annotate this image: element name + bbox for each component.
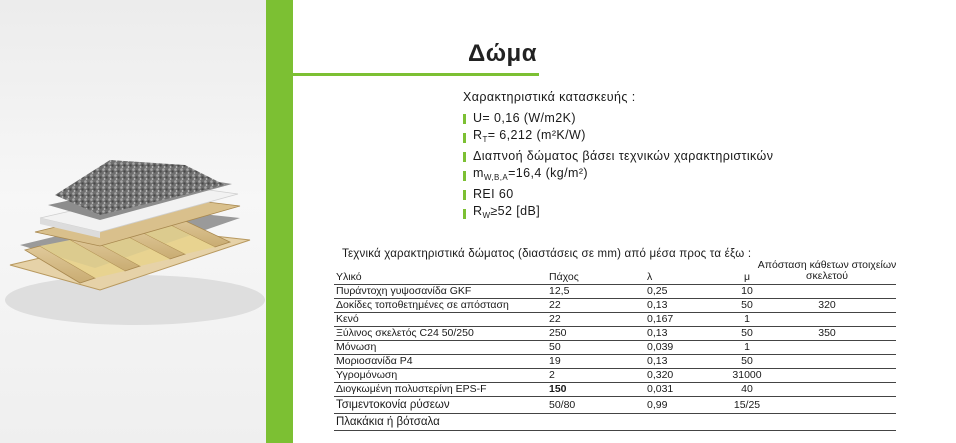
spec-symbol: m — [473, 166, 484, 180]
cell-thickness: 2 — [547, 369, 645, 383]
cell-thickness: 12,5 — [547, 285, 645, 299]
cell-material: Υγρομόνωση — [334, 369, 547, 383]
spec-text: U= 0,16 (W/m2K) — [473, 111, 576, 125]
spec-text — [473, 126, 586, 149]
roof-layers-illustration — [0, 0, 266, 443]
cell-mu: 10 — [728, 285, 796, 299]
cell-thickness — [547, 414, 645, 431]
cell-mu: 50 — [728, 327, 796, 341]
bullet-icon — [463, 133, 466, 143]
roof-construction-image — [0, 0, 266, 443]
cell-distance — [796, 341, 896, 355]
cell-mu: 1 — [728, 341, 796, 355]
bullet-icon — [463, 190, 466, 200]
cell-material: Μοριοσανίδα P4 — [334, 355, 547, 369]
header-lambda: λ — [645, 270, 728, 285]
distance-column-header: Απόσταση κάθετων στοιχείων σκελετού — [757, 259, 897, 282]
table-row — [334, 369, 896, 383]
table-row — [334, 414, 896, 431]
bullet-icon — [463, 152, 466, 162]
cell-distance — [796, 355, 896, 369]
materials-table — [334, 270, 896, 431]
table-row — [334, 355, 896, 369]
header-distance — [796, 270, 896, 285]
table-row — [334, 341, 896, 355]
bullet-icon — [463, 209, 466, 219]
table-header-row — [334, 270, 896, 285]
cell-material: Δοκίδες τοποθετημένες σε απόσταση — [334, 299, 547, 313]
cell-lambda: 0,031 — [645, 383, 728, 397]
specs-heading: Χαρακτηριστικά κατασκευής : — [463, 90, 636, 104]
cell-mu — [728, 414, 796, 431]
header-thickness: Πάχος — [547, 270, 645, 285]
table-row — [334, 397, 896, 414]
spec-item-mass — [463, 166, 773, 185]
cell-mu: 1 — [728, 313, 796, 327]
cell-mu: 40 — [728, 383, 796, 397]
table-caption: Τεχνικά χαρακτηριστικά δώματος (διαστάσεις σε mm) από μέσα προς τα έξω : — [342, 248, 752, 260]
specs-list — [463, 109, 773, 223]
cell-distance: 320 — [796, 299, 896, 313]
spec-symbol: R — [473, 204, 483, 218]
spec-text — [473, 202, 540, 225]
spec-item-rw — [463, 204, 773, 223]
cell-thickness: 22 — [547, 313, 645, 327]
cell-lambda: 0,039 — [645, 341, 728, 355]
cell-thickness: 50 — [547, 341, 645, 355]
cell-lambda: 0,25 — [645, 285, 728, 299]
page-title: Δώμα — [468, 40, 537, 67]
cell-lambda — [645, 414, 728, 431]
spec-value: ≥52 [dB] — [490, 204, 541, 218]
header-material: Υλικό — [334, 270, 547, 285]
cell-material: Τσιμεντοκονία ρύσεων — [334, 397, 547, 414]
cell-material: Διογκωμένη πολυστερίνη EPS-F — [334, 383, 547, 397]
cell-distance — [796, 369, 896, 383]
table-row — [334, 383, 896, 397]
cell-mu: 31000 — [728, 369, 796, 383]
spec-subscript: W,B,A — [483, 173, 509, 182]
table-row — [334, 299, 896, 313]
cell-thickness: 50/80 — [547, 397, 645, 414]
cell-distance — [796, 383, 896, 397]
cell-material: Πυράντοχη γυψοσανίδα GKF — [334, 285, 547, 299]
cell-lambda: 0,167 — [645, 313, 728, 327]
cell-material: Πλακάκια ή βότσαλα — [334, 414, 547, 431]
spec-text: REI 60 — [473, 187, 514, 201]
table-row — [334, 285, 896, 299]
spec-subscript: T — [482, 135, 488, 144]
cell-thickness: 22 — [547, 299, 645, 313]
header-mu: μ — [728, 270, 796, 285]
cell-lambda: 0,13 — [645, 299, 728, 313]
cell-mu: 50 — [728, 355, 796, 369]
table-row — [334, 313, 896, 327]
spec-subscript: W — [482, 211, 491, 220]
cell-distance — [796, 397, 896, 414]
cell-material: Ξύλινος σκελετός C24 50/250 — [334, 327, 547, 341]
bullet-icon — [463, 171, 466, 181]
cell-thickness: 19 — [547, 355, 645, 369]
cell-distance: 350 — [796, 327, 896, 341]
title-underline — [293, 73, 539, 76]
spec-symbol: R — [473, 128, 483, 142]
cell-distance — [796, 285, 896, 299]
cell-distance — [796, 313, 896, 327]
cell-lambda: 0,320 — [645, 369, 728, 383]
cell-mu: 15/25 — [728, 397, 796, 414]
construction-specs — [463, 90, 773, 223]
spec-item-rt — [463, 128, 773, 147]
cell-lambda: 0,13 — [645, 355, 728, 369]
cell-material: Μόνωση — [334, 341, 547, 355]
spec-value: = 6,212 (m²K/W) — [487, 128, 586, 142]
cell-lambda: 0,99 — [645, 397, 728, 414]
spec-value: =16,4 (kg/m²) — [508, 166, 588, 180]
cell-mu: 50 — [728, 299, 796, 313]
cell-material: Κενό — [334, 313, 547, 327]
cell-thickness: 150 — [547, 383, 645, 397]
cell-distance — [796, 414, 896, 431]
cell-thickness: 250 — [547, 327, 645, 341]
spec-text: Διαπνοή δώματος βάσει τεχνικών χαρακτηριστικών — [473, 149, 774, 163]
table-row — [334, 327, 896, 341]
spec-text — [473, 164, 588, 187]
accent-bar — [266, 0, 293, 443]
cell-lambda: 0,13 — [645, 327, 728, 341]
bullet-icon — [463, 114, 466, 124]
